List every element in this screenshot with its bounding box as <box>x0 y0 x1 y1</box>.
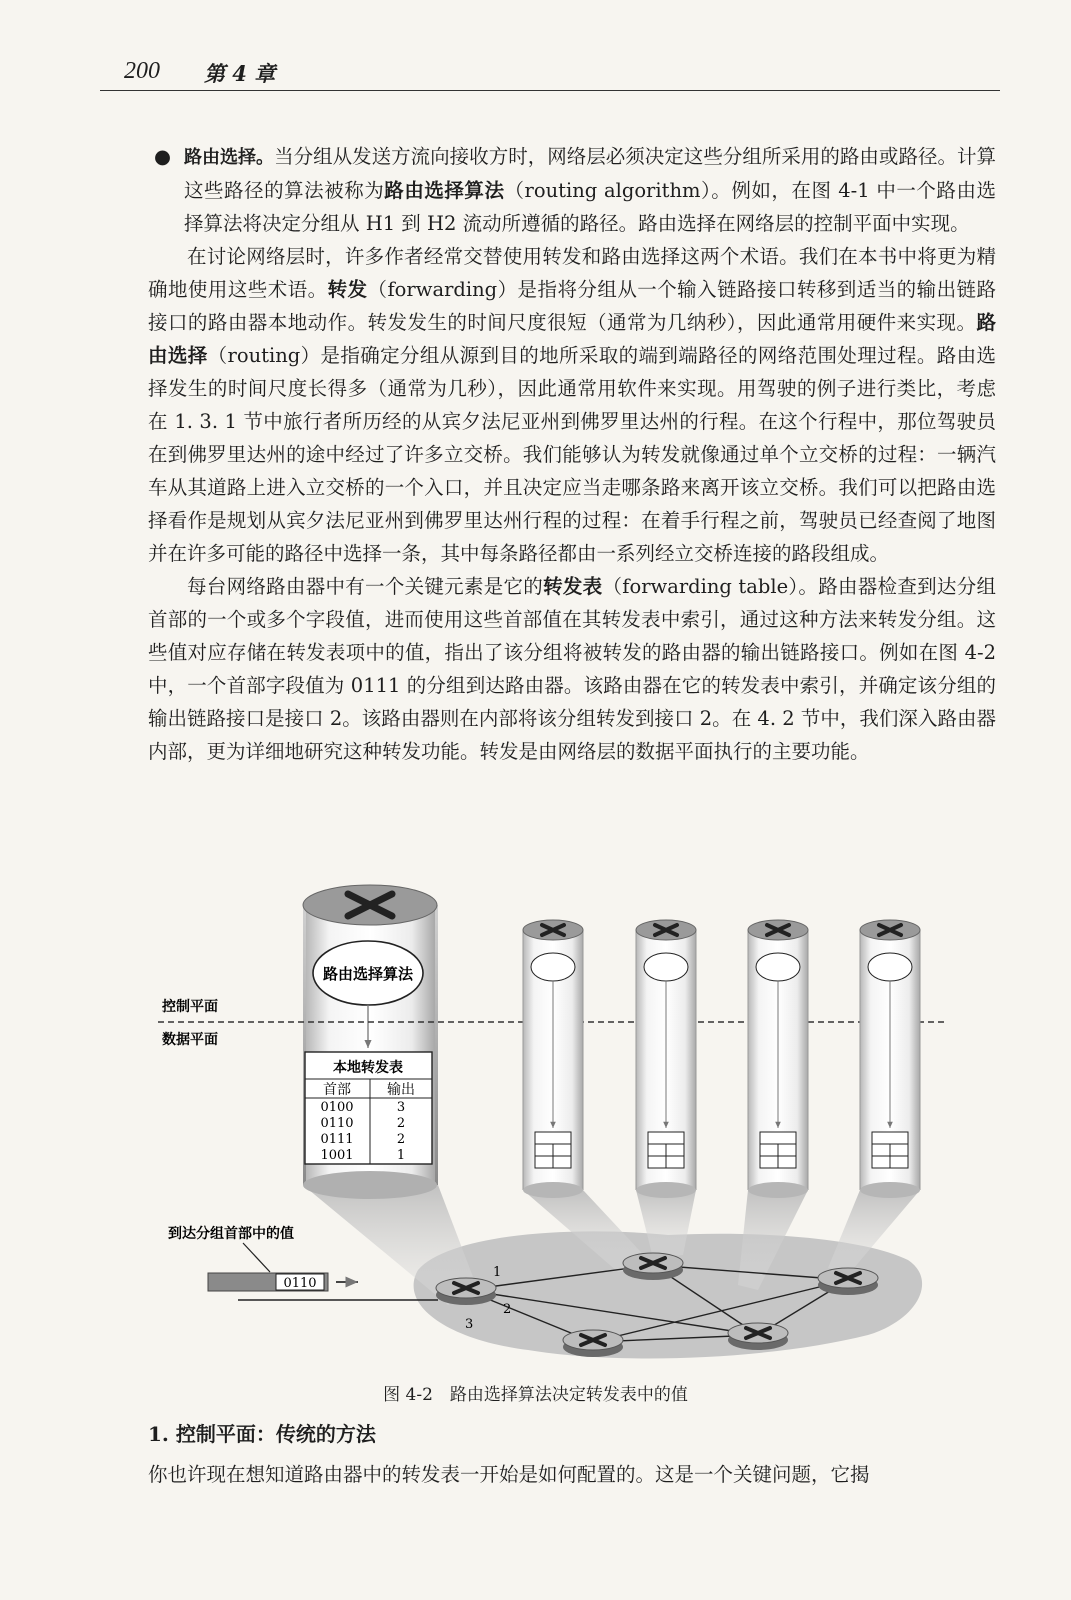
bullet-term: 路由选择。 <box>184 147 275 168</box>
table-row-output: 2 <box>396 1132 406 1147</box>
p2-text-2: （forwarding table）。路由器检查到达分组首部的一个或多个字段值，进而使用这些首部值在其转发表中索引，通过这种方法来转发分组。这些值对应存储在转发表项中的值，指出了该分组将被转发的路由器的输出链路接口。例如在图 4-2 中，一个首部字段值为 0111 的分组到达路由器。该路由器在它的转发表中索引，并确定该分组的输出链路接口是接口 2。该路由器则在内部将该分组转发到接口 2。在 4. 2 节中，我们深入路由器内部，更为详细地研究这种转发功能。转发是由网络层的数据平面执行的主要功能。 <box>148 575 996 763</box>
arrival-label: 到达分组首部中的值 <box>168 1226 294 1242</box>
table-row-output: 2 <box>396 1116 406 1131</box>
p1-text-2: 这两个术语。我们在本书中将更为精确地使用这些术语。 <box>148 245 996 301</box>
algorithm-ellipse <box>313 941 423 1005</box>
figure-caption: 图 4-2 路由选择算法决定转发表中的值 <box>383 1385 688 1405</box>
p1-bold-routing: 路由选择 <box>148 311 996 367</box>
paragraph-forwarding-routing <box>148 240 996 570</box>
paragraph-control-plane-start: 你也许现在想知道路由器中的转发表一开始是如何配置的。这是一个关键问题，它揭 <box>148 1463 870 1486</box>
network-router <box>818 1268 878 1295</box>
p2-bold-forwarding-table: 转发表 <box>543 575 603 598</box>
network-router <box>623 1253 683 1280</box>
table-row-output: 1 <box>396 1148 406 1163</box>
bullet-text-1: 当分组从发送方流向接收方时，网络层必须决定这些分组所采用的路由或路径。计算这些路径的算法被称为 <box>184 145 996 202</box>
body-text <box>148 140 996 768</box>
control-plane-label: 控制平面 <box>162 999 218 1015</box>
forwarding-table <box>305 1052 432 1164</box>
bullet-bold-term: 路由选择算法 <box>384 179 505 202</box>
page-header <box>100 50 1000 91</box>
small-router-2 <box>636 920 696 1198</box>
network-router <box>728 1323 788 1350</box>
forwarding-table-title: 本地转发表 <box>333 1060 403 1076</box>
algorithm-label: 路由选择算法 <box>322 965 414 983</box>
network-router <box>563 1330 623 1357</box>
small-router-4 <box>860 920 920 1198</box>
table-row-header: 0110 <box>320 1116 354 1131</box>
small-router-3 <box>748 920 808 1198</box>
table-col-header: 首部 <box>323 1082 351 1098</box>
p1-text-1: 在讨论网络层时，许多作者经常交替使用 <box>187 245 543 268</box>
table-row-header: 0111 <box>320 1132 354 1147</box>
p1-bold-forwarding: 转发 <box>327 278 368 301</box>
p1-em-terms: 转发和路由选择 <box>542 245 681 268</box>
bullet-routing <box>148 140 996 240</box>
bullet-text-2: （routing algorithm）。例如，在图 4-1 中一个路由选择算法将决定分组从 H1 到 H2 流动所遵循的路径。路由选择在网络层的控制平面中实现。 <box>184 179 996 235</box>
port-label: 3 <box>465 1317 474 1332</box>
table-row-output: 3 <box>396 1100 406 1115</box>
p1-text-4: （routing）是指确定分组从源到目的地所采取的端到端路径的网络范围处理过程。路由选择发生的时间尺度长得多（通常为几秒），因此通常用软件来实现。用驾驶的例子进行类比，考虑在 1. 3. 1 节中旅行者所历经的从宾夕法尼亚州到佛罗里达州的行程。在这个行程中，那位驾驶员在到佛罗里达州的途中经过了许多立交桥。我们能够认为转发就像通过单个立交桥的过程：一辆汽车从其道路上进入立交桥的一个入口，并且决定应当走哪条路来离开该立交桥。我们可以把路由选择看作是规划从宾夕法尼亚州到佛罗里达州行程的过程：在着手行程之前，驾驶员已经查阅了地图并在许多可能的路径中选择一条，其中每条路径都由一系列经立交桥连接的路段组成。 <box>148 344 996 565</box>
section-title: 1. 控制平面：传统的方法 <box>148 1422 376 1446</box>
bullet-dot-icon: ● <box>154 145 172 168</box>
table-row-header: 0100 <box>320 1100 354 1115</box>
small-router-1 <box>523 920 583 1198</box>
port-label: 1 <box>493 1265 502 1280</box>
p1-text-3: （forwarding）是指将分组从一个输入链路接口转移到适当的输出链路接口的路由器本地动作。转发发生的时间尺度很短（通常为几纳秒），因此通常用硬件来实现。 <box>148 278 996 334</box>
packet-value: 0110 <box>283 1276 317 1291</box>
port-label: 2 <box>503 1302 512 1317</box>
p2-text-1: 每台网络路由器中有一个关键元素是它的 <box>187 575 544 598</box>
data-plane-label: 数据平面 <box>162 1032 218 1048</box>
network-router <box>436 1278 496 1305</box>
chapter-label: 第 4 章 <box>204 61 276 86</box>
page-number: 200 <box>124 58 160 84</box>
figure-4-2 <box>148 880 948 1380</box>
paragraph-forwarding-table <box>148 570 996 768</box>
table-row-header: 1001 <box>320 1148 354 1163</box>
table-col-output: 输出 <box>387 1082 415 1098</box>
